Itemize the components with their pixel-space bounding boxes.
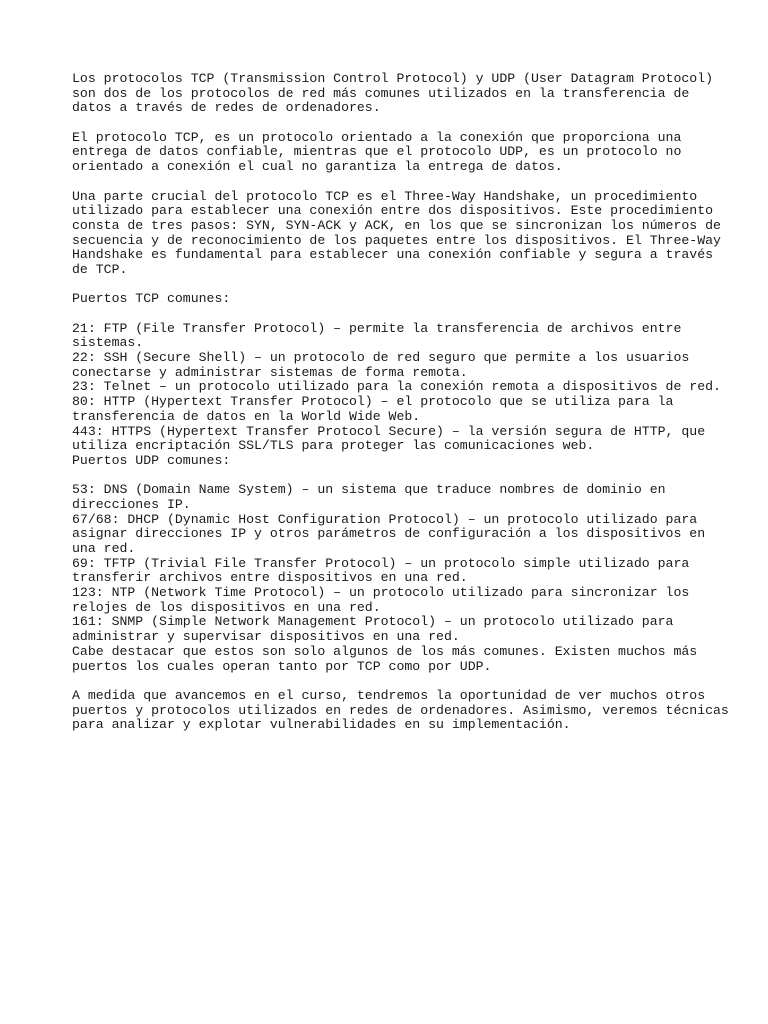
- paragraph-line: consta de tres pasos: SYN, SYN-ACK y ACK, en los que se sincronizan los números de: [72, 217, 721, 233]
- paragraph-line: utilizado para establecer una conexión entre dos dispositivos. Este procedimiento: [72, 203, 714, 219]
- heading-block: [72, 454, 729, 469]
- paragraph-block: [72, 131, 729, 175]
- document-page: [72, 72, 729, 733]
- paragraph-line: Handshake es fundamental para establecer una conexión confiable y segura a través: [72, 247, 714, 263]
- list-item-line: transferencia de datos en la World Wide Web.: [72, 408, 421, 424]
- blank-line: [72, 116, 729, 131]
- paragraph-line: Una parte crucial del protocolo TCP es el Three-Way Handshake, un procedimiento: [72, 188, 698, 204]
- list-item-line: 80: HTTP (Hypertext Transfer Protocol) – el protocolo que se utiliza para la: [72, 394, 674, 410]
- paragraph-block: [72, 645, 729, 674]
- list-item-line: transferir archivos entre dispositivos en una red.: [72, 570, 468, 586]
- paragraph-line: orientado a conexión el cual no garantiza la entrega de datos.: [72, 159, 563, 175]
- list-item-line: utiliza encriptación SSL/TLS para proteger las comunicaciones web.: [72, 438, 595, 454]
- paragraph-line: puertos y protocolos utilizados en redes de ordenadores. Asimismo, veremos técnicas: [72, 702, 729, 718]
- paragraph-line: Los protocolos TCP (Transmission Control Protocol) y UDP (User Datagram Protocol): [72, 71, 714, 86]
- list-block: [72, 483, 729, 645]
- paragraph-line: A medida que avancemos en el curso, tendremos la oportunidad de ver muchos otros: [72, 687, 706, 703]
- paragraph-block: [72, 72, 729, 116]
- list-item-line: 123: NTP (Network Time Protocol) – un protocolo utilizado para sincronizar los: [72, 585, 690, 601]
- paragraph-line: Cabe destacar que estos son solo algunos de los más comunes. Existen muchos más: [72, 643, 698, 659]
- paragraph-line: de TCP.: [72, 261, 128, 277]
- blank-line: [72, 469, 729, 484]
- blank-line: [72, 307, 729, 322]
- heading-line: Puertos TCP comunes:: [72, 291, 231, 307]
- list-item-line: 443: HTTPS (Hypertext Transfer Protocol Secure) – la versión segura de HTTP, que: [72, 423, 706, 439]
- paragraph-line: El protocolo TCP, es un protocolo orientado a la conexión que proporciona una: [72, 129, 682, 145]
- list-item-line: 67/68: DHCP (Dynamic Host Configuration Protocol) – un protocolo utilizado para: [72, 511, 698, 527]
- list-item-line: 69: TFTP (Trivial File Transfer Protocol) – un protocolo simple utilizado para: [72, 555, 690, 571]
- list-item-line: 21: FTP (File Transfer Protocol) – permite la transferencia de archivos entre: [72, 320, 682, 336]
- heading-block: [72, 292, 729, 307]
- paragraph-block: [72, 689, 729, 733]
- list-item-line: asignar direcciones IP y otros parámetros de configuración a los dispositivos en: [72, 526, 706, 542]
- blank-line: [72, 278, 729, 293]
- blank-line: [72, 175, 729, 190]
- list-block: [72, 322, 729, 454]
- paragraph-line: entrega de datos confiable, mientras que el protocolo UDP, es un protocolo no: [72, 144, 682, 160]
- list-item-line: sistemas.: [72, 335, 144, 351]
- paragraph-line: secuencia y de reconocimiento de los paquetes entre los dispositivos. El Three-Way: [72, 232, 721, 248]
- paragraph-line: puertos los cuales operan tanto por TCP como por UDP.: [72, 658, 492, 674]
- list-item-line: una red.: [72, 541, 136, 556]
- paragraph-block: [72, 190, 729, 278]
- list-item-line: 23: Telnet – un protocolo utilizado para la conexión remota a dispositivos de red.: [72, 379, 721, 395]
- list-item-line: relojes de los dispositivos en una red.: [72, 599, 381, 615]
- list-item-line: 53: DNS (Domain Name System) – un sistema que traduce nombres de dominio en: [72, 482, 666, 498]
- list-item-line: direcciones IP.: [72, 496, 191, 512]
- heading-line: Puertos UDP comunes:: [72, 452, 231, 468]
- paragraph-line: son dos de los protocolos de red más comunes utilizados en la transferencia de: [72, 85, 690, 101]
- paragraph-line: datos a través de redes de ordenadores.: [72, 100, 381, 116]
- list-item-line: conectarse y administrar sistemas de forma remota.: [72, 364, 468, 380]
- blank-line: [72, 674, 729, 689]
- list-item-line: 161: SNMP (Simple Network Management Protocol) – un protocolo utilizado para: [72, 614, 674, 630]
- paragraph-line: para analizar y explotar vulnerabilidades en su implementación.: [72, 717, 571, 733]
- list-item-line: 22: SSH (Secure Shell) – un protocolo de red seguro que permite a los usuarios: [72, 350, 690, 366]
- list-item-line: administrar y supervisar dispositivos en una red.: [72, 629, 460, 645]
